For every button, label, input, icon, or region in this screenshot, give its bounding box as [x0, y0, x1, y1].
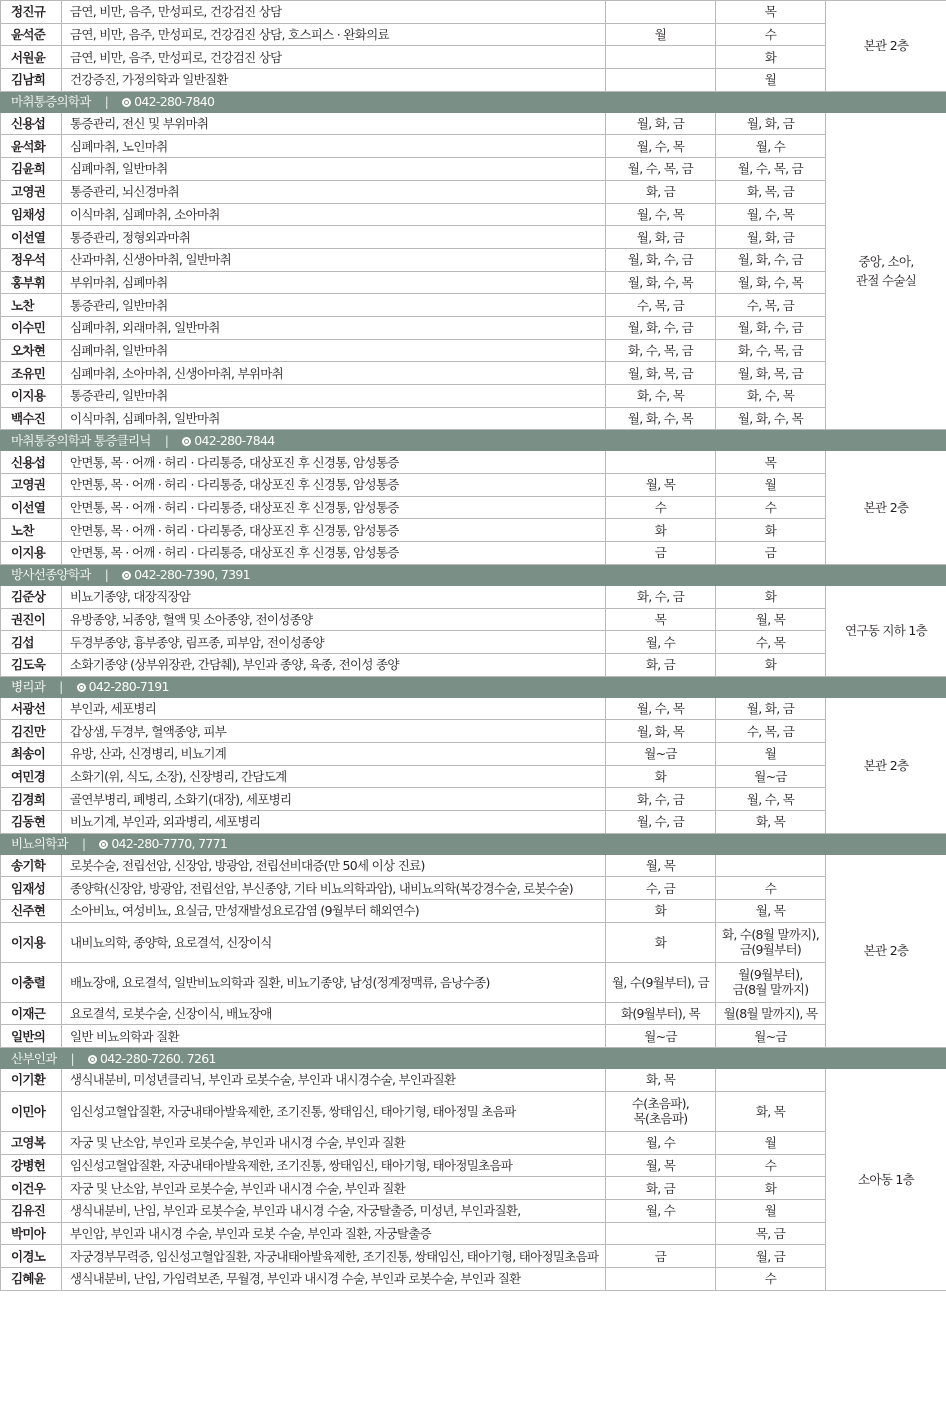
- am-days: 월, 화, 수, 금: [606, 316, 716, 339]
- pm-days: 목, 금: [716, 1222, 826, 1245]
- doctor-name: 김도욱: [1, 653, 62, 676]
- specialty: 심폐마취, 소아마취, 신생아마취, 부위마취: [62, 362, 606, 385]
- am-days: 화, 수, 금: [606, 585, 716, 608]
- section-header: [1, 564, 946, 585]
- doctor-name: 김윤희: [1, 158, 62, 181]
- pm-days: 월, 목: [716, 900, 826, 923]
- am-days: 화, 수, 목: [606, 385, 716, 408]
- am-days: 월, 화, 목, 금: [606, 362, 716, 385]
- am-days: 월, 수, 금: [606, 811, 716, 834]
- am-days: 금: [606, 542, 716, 565]
- table-row: [1, 69, 946, 92]
- doctor-name: 김남희: [1, 69, 62, 92]
- doctor-name: 서광선: [1, 697, 62, 720]
- table-row: [1, 496, 946, 519]
- table-row: [1, 385, 946, 408]
- table-row: [1, 271, 946, 294]
- am-days: 월, 수, 목, 금: [606, 158, 716, 181]
- doctor-name: 김진만: [1, 720, 62, 743]
- pm-days: 월: [716, 1199, 826, 1222]
- specialty: 통증관리, 일반마취: [62, 385, 606, 408]
- table-row: [1, 585, 946, 608]
- table-row: [1, 294, 946, 317]
- separator: |: [104, 94, 109, 110]
- section-header: [1, 676, 946, 697]
- location: 본관 2층: [826, 854, 946, 1047]
- pm-days: 수: [716, 877, 826, 900]
- doctor-name: 임채성: [1, 203, 62, 226]
- doctor-name: 정진규: [1, 1, 62, 24]
- doctor-name: 이지용: [1, 922, 62, 962]
- doctor-name: 서원윤: [1, 46, 62, 69]
- table-row: [1, 1199, 946, 1222]
- specialty: 자궁 및 난소암, 부인과 로봇수술, 부인과 내시경 수술, 부인과 질환: [62, 1131, 606, 1154]
- table-row: [1, 46, 946, 69]
- am-days: 월, 목: [606, 474, 716, 497]
- am-days: 화, 금: [606, 180, 716, 203]
- doctor-name: 이수민: [1, 316, 62, 339]
- specialty: 생식내분비, 미성년클리닉, 부인과 로봇수술, 부인과 내시경수술, 부인과질환: [62, 1069, 606, 1092]
- specialty: 배뇨장애, 요로결석, 일반비뇨의학과 질환, 비뇨기종양, 남성(정계정맥류, 음낭수종): [62, 962, 606, 1002]
- table-row: [1, 922, 946, 962]
- table-row: [1, 23, 946, 46]
- doctor-name: 노찬: [1, 294, 62, 317]
- doctor-name: 최송이: [1, 742, 62, 765]
- specialty: 건강증진, 가정의학과 일반질환: [62, 69, 606, 92]
- section-header-cell: [1, 430, 946, 451]
- doctor-name: 김동현: [1, 811, 62, 834]
- department-name: 비뇨의학과: [11, 836, 68, 852]
- am-days: 금: [606, 1245, 716, 1268]
- phone-number: 042-280-7390, 7391: [134, 567, 250, 583]
- phone-number: 042-280-7191: [88, 679, 169, 695]
- pm-days: 화, 목: [716, 1091, 826, 1131]
- am-days: 목: [606, 608, 716, 631]
- am-days: 월~금: [606, 1025, 716, 1048]
- pm-days: 금: [716, 542, 826, 565]
- specialty: 로봇수술, 전립선암, 신장암, 방광암, 전립선비대증(만 50세 이상 진료): [62, 854, 606, 877]
- specialty: 유방종양, 뇌종양, 혈액 및 소아종양, 전이성종양: [62, 608, 606, 631]
- doctor-name: 이지용: [1, 542, 62, 565]
- phone-icon: [182, 437, 191, 446]
- table-row: [1, 788, 946, 811]
- doctor-name: 김경희: [1, 788, 62, 811]
- pm-days: 화, 수, 목: [716, 385, 826, 408]
- table-row: [1, 811, 946, 834]
- specialty: 금연, 비만, 음주, 만성피로, 건강검진 상담, 호스피스 · 완화의료: [62, 23, 606, 46]
- am-days: [606, 69, 716, 92]
- table-row: [1, 631, 946, 654]
- separator: |: [81, 836, 86, 852]
- table-row: [1, 519, 946, 542]
- pm-days: 수: [716, 1267, 826, 1290]
- am-days: 월, 목: [606, 1154, 716, 1177]
- specialty: 통증관리, 정형외과마취: [62, 226, 606, 249]
- specialty: 심폐마취, 일반마취: [62, 339, 606, 362]
- am-days: 화, 금: [606, 1177, 716, 1200]
- pm-days: 수, 목, 금: [716, 720, 826, 743]
- am-days: 화, 수, 금: [606, 788, 716, 811]
- phone-number: 042-280-7260. 7261: [100, 1050, 216, 1066]
- specialty: 금연, 비만, 음주, 만성피로, 건강검진 상담: [62, 1, 606, 24]
- am-days: 월, 화, 목: [606, 720, 716, 743]
- table-row: [1, 226, 946, 249]
- specialty: 안면통, 목 · 어깨 · 허리 · 다리통증, 대상포진 후 신경통, 암성통증: [62, 496, 606, 519]
- doctor-name: 노찬: [1, 519, 62, 542]
- section-header: [1, 91, 946, 112]
- specialty: 자궁경부무력증, 임신성고혈압질환, 자궁내태아발육제한, 조기진통, 쌍태임신, 태아기형, 태아정밀초음파: [62, 1245, 606, 1268]
- am-days: 수, 금: [606, 877, 716, 900]
- table-row: [1, 339, 946, 362]
- doctor-name: 권진이: [1, 608, 62, 631]
- am-days: 월, 화, 수, 목: [606, 271, 716, 294]
- pm-days: 수: [716, 496, 826, 519]
- pm-days: 월, 목: [716, 608, 826, 631]
- pm-days: 화: [716, 46, 826, 69]
- table-row: [1, 316, 946, 339]
- table-row: [1, 1245, 946, 1268]
- pm-days: 월, 화, 금: [716, 697, 826, 720]
- pm-days: 월, 화, 목, 금: [716, 362, 826, 385]
- doctor-name: 이민아: [1, 1091, 62, 1131]
- pm-days: 월: [716, 474, 826, 497]
- pm-days: 화, 목: [716, 811, 826, 834]
- section-header: [1, 833, 946, 854]
- table-row: [1, 900, 946, 923]
- pm-days: 월, 화, 수, 금: [716, 248, 826, 271]
- doctor-name: 이기환: [1, 1069, 62, 1092]
- table-row: [1, 854, 946, 877]
- doctor-name: 이경노: [1, 1245, 62, 1268]
- specialty: 소화기종양 (상부위장관, 간담췌), 부인과 종양, 육종, 전이성 종양: [62, 653, 606, 676]
- doctor-name: 조유민: [1, 362, 62, 385]
- specialty: 심폐마취, 일반마취: [62, 158, 606, 181]
- location: 소아동 1층: [826, 1069, 946, 1291]
- specialty: 일반 비뇨의학과 질환: [62, 1025, 606, 1048]
- specialty: 자궁 및 난소암, 부인과 로봇수술, 부인과 내시경 수술, 부인과 질환: [62, 1177, 606, 1200]
- doctor-name: 강병헌: [1, 1154, 62, 1177]
- pm-days: [716, 1069, 826, 1092]
- table-row: [1, 158, 946, 181]
- am-days: 화(9월부터), 목: [606, 1002, 716, 1025]
- location: 중앙, 소아, 관절 수술실: [826, 112, 946, 430]
- pm-days: 수, 목, 금: [716, 294, 826, 317]
- specialty: 내비뇨의학, 종양학, 요로결석, 신장이식: [62, 922, 606, 962]
- specialty: 임신성고혈압질환, 자궁내태아발육제한, 조기진통, 쌍태임신, 태아기형, 태아정밀 초음파: [62, 1091, 606, 1131]
- specialty: 유방, 산과, 신경병리, 비뇨기계: [62, 742, 606, 765]
- phone-icon: [77, 683, 86, 692]
- doctor-name: 정우석: [1, 248, 62, 271]
- am-days: 월, 수: [606, 631, 716, 654]
- phone-number: 042-280-7770, 7771: [111, 836, 228, 852]
- pm-days: 월: [716, 1131, 826, 1154]
- phone-number: 042-280-7840: [134, 94, 215, 110]
- pm-days: 월, 화, 금: [716, 112, 826, 135]
- department-name: 산부인과: [11, 1050, 57, 1066]
- table-row: [1, 203, 946, 226]
- specialty: 갑상샘, 두경부, 혈액종양, 피부: [62, 720, 606, 743]
- table-row: [1, 962, 946, 1002]
- pm-days: 화, 수, 목, 금: [716, 339, 826, 362]
- doctor-name: 신용섭: [1, 451, 62, 474]
- section-header: [1, 430, 946, 451]
- doctor-name: 홍부휘: [1, 271, 62, 294]
- specialty: 생식내분비, 난임, 부인과 로봇수술, 부인과 내시경 수술, 자궁탈출증, 미성년, 부인과질환,: [62, 1199, 606, 1222]
- pm-days: 목: [716, 1, 826, 24]
- table-row: [1, 1267, 946, 1290]
- pm-days: 수: [716, 23, 826, 46]
- table-row: [1, 1069, 946, 1092]
- am-days: 월, 수(9월부터), 금: [606, 962, 716, 1002]
- doctor-name: 일반의: [1, 1025, 62, 1048]
- doctor-name: 고영권: [1, 474, 62, 497]
- table-row: [1, 608, 946, 631]
- department-name: 마취통증의학과 통증클리닉: [11, 432, 151, 448]
- pm-days: 수, 목: [716, 631, 826, 654]
- am-days: 화, 수, 목, 금: [606, 339, 716, 362]
- doctor-name: 신주현: [1, 900, 62, 923]
- doctor-name: 윤석화: [1, 135, 62, 158]
- doctor-name: 이재근: [1, 1002, 62, 1025]
- pm-days: 월, 화, 수, 금: [716, 316, 826, 339]
- specialty: 부인과, 세포병리: [62, 697, 606, 720]
- phone-icon: [99, 840, 108, 849]
- specialty: 소아비뇨, 여성비뇨, 요실금, 만성재발성요로감염 (9월부터 해외연수): [62, 900, 606, 923]
- am-days: 수: [606, 496, 716, 519]
- am-days: 화, 목: [606, 1069, 716, 1092]
- am-days: [606, 46, 716, 69]
- phone-icon: [122, 98, 131, 107]
- pm-days: 월: [716, 69, 826, 92]
- doctor-name: 이충렬: [1, 962, 62, 1002]
- pm-days: 월(9월부터), 금(8월 말까지): [716, 962, 826, 1002]
- pm-days: 월, 수: [716, 135, 826, 158]
- department-name: 병리과: [11, 679, 46, 695]
- doctor-name: 고영복: [1, 1131, 62, 1154]
- am-days: 수(초음파), 목(초음파): [606, 1091, 716, 1131]
- pm-days: 화: [716, 585, 826, 608]
- doctor-name: 임재성: [1, 877, 62, 900]
- am-days: 월, 화, 금: [606, 226, 716, 249]
- pm-days: 화: [716, 519, 826, 542]
- specialty: 비뇨기종양, 대장직장암: [62, 585, 606, 608]
- am-days: [606, 1222, 716, 1245]
- specialty: 두경부종양, 흉부종양, 림프종, 피부암, 전이성종양: [62, 631, 606, 654]
- pm-days: 월, 화, 수, 목: [716, 271, 826, 294]
- table-row: [1, 542, 946, 565]
- table-row: [1, 1091, 946, 1131]
- doctor-name: 김유진: [1, 1199, 62, 1222]
- table-row: [1, 1222, 946, 1245]
- doctor-name: 이선열: [1, 496, 62, 519]
- location: 연구동 지하 1층: [826, 585, 946, 676]
- table-row: [1, 451, 946, 474]
- am-days: 화: [606, 765, 716, 788]
- specialty: 통증관리, 일반마취: [62, 294, 606, 317]
- pm-days: 월, 수, 목: [716, 788, 826, 811]
- doctor-name: 이선열: [1, 226, 62, 249]
- pm-days: 월~금: [716, 1025, 826, 1048]
- pm-days: 월: [716, 742, 826, 765]
- am-days: 월: [606, 23, 716, 46]
- am-days: 화, 금: [606, 653, 716, 676]
- pm-days: 수: [716, 1154, 826, 1177]
- specialty: 골연부병리, 폐병리, 소화기(대장), 세포병리: [62, 788, 606, 811]
- am-days: 화: [606, 922, 716, 962]
- location: 본관 2층: [826, 697, 946, 833]
- specialty: 종양학(신장암, 방광암, 전립선암, 부신종양, 기타 비뇨의학과암), 내비뇨의학(복강경수술, 로봇수술): [62, 877, 606, 900]
- specialty: 심폐마취, 노인마취: [62, 135, 606, 158]
- specialty: 부위마취, 심폐마취: [62, 271, 606, 294]
- table-row: [1, 697, 946, 720]
- table-row: [1, 1025, 946, 1048]
- am-days: 월, 화, 금: [606, 112, 716, 135]
- am-days: 월, 화, 수, 금: [606, 248, 716, 271]
- am-days: 월, 수: [606, 1131, 716, 1154]
- section-header-cell: [1, 564, 946, 585]
- table-row: [1, 407, 946, 430]
- table-row: [1, 112, 946, 135]
- doctor-name: 김준상: [1, 585, 62, 608]
- am-days: 수, 목, 금: [606, 294, 716, 317]
- doctor-name: 여민경: [1, 765, 62, 788]
- specialty: 금연, 비만, 음주, 만성피로, 건강검진 상담: [62, 46, 606, 69]
- am-days: 월, 수: [606, 1199, 716, 1222]
- doctor-name: 이건우: [1, 1177, 62, 1200]
- separator: |: [164, 432, 169, 448]
- doctor-name: 이지용: [1, 385, 62, 408]
- specialty: 안면통, 목 · 어깨 · 허리 · 다리통증, 대상포진 후 신경통, 암성통증: [62, 474, 606, 497]
- table-row: [1, 1154, 946, 1177]
- doctor-name: 오차현: [1, 339, 62, 362]
- separator: |: [59, 679, 63, 695]
- am-days: [606, 1, 716, 24]
- pm-days: 월, 화, 금: [716, 226, 826, 249]
- specialty: 안면통, 목 · 어깨 · 허리 · 다리통증, 대상포진 후 신경통, 암성통증: [62, 519, 606, 542]
- table-row: [1, 180, 946, 203]
- specialty: 부인암, 부인과 내시경 수술, 부인과 로봇 수술, 부인과 질환, 자궁탈출증: [62, 1222, 606, 1245]
- table-row: [1, 720, 946, 743]
- specialty: 요로결석, 로봇수술, 신장이식, 배뇨장애: [62, 1002, 606, 1025]
- am-days: 월, 수, 목: [606, 203, 716, 226]
- am-days: [606, 451, 716, 474]
- location: 본관 2층: [826, 451, 946, 564]
- phone-number: 042-280-7844: [194, 432, 275, 448]
- table-row: [1, 1002, 946, 1025]
- pm-days: 화, 수(8월 말까지), 금(9월부터): [716, 922, 826, 962]
- pm-days: 목: [716, 451, 826, 474]
- doctor-name: 박미아: [1, 1222, 62, 1245]
- am-days: 월, 화, 수, 목: [606, 407, 716, 430]
- specialty: 소화기(위, 식도, 소장), 신장병리, 간담도계: [62, 765, 606, 788]
- section-header-cell: [1, 676, 946, 697]
- section-header-cell: [1, 1048, 946, 1069]
- doctor-name: 고영권: [1, 180, 62, 203]
- table-row: [1, 362, 946, 385]
- separator: |: [104, 567, 109, 583]
- phone-icon: [122, 571, 131, 580]
- department-name: 마취통증의학과: [11, 94, 91, 110]
- specialty: 심폐마취, 외래마취, 일반마취: [62, 316, 606, 339]
- doctor-name: 백수진: [1, 407, 62, 430]
- location: 본관 2층: [826, 1, 946, 92]
- am-days: 월, 목: [606, 854, 716, 877]
- phone-icon: [88, 1055, 97, 1064]
- pm-days: 월~금: [716, 765, 826, 788]
- doctor-name: 신용섭: [1, 112, 62, 135]
- table-row: [1, 1131, 946, 1154]
- table-row: [1, 742, 946, 765]
- specialty: 생식내분비, 난임, 가임력보존, 무월경, 부인과 내시경 수술, 부인과 로봇수술, 부인과 질환: [62, 1267, 606, 1290]
- table-row: [1, 1177, 946, 1200]
- doctor-name: 김혜윤: [1, 1267, 62, 1290]
- section-header-cell: [1, 91, 946, 112]
- table-row: [1, 248, 946, 271]
- table-row: [1, 653, 946, 676]
- specialty: 이식마취, 심폐마취, 소아마취: [62, 203, 606, 226]
- table-row: [1, 135, 946, 158]
- specialty: 안면통, 목 · 어깨 · 허리 · 다리통증, 대상포진 후 신경통, 암성통증: [62, 542, 606, 565]
- specialty: 이식마취, 심폐마취, 일반마취: [62, 407, 606, 430]
- section-header: [1, 1048, 946, 1069]
- am-days: 월, 수, 목: [606, 135, 716, 158]
- separator: |: [70, 1050, 75, 1066]
- doctor-name: 김섭: [1, 631, 62, 654]
- pm-days: 월, 화, 수, 목: [716, 407, 826, 430]
- am-days: [606, 1267, 716, 1290]
- specialty: 통증관리, 뇌신경마취: [62, 180, 606, 203]
- doctor-name: 송기학: [1, 854, 62, 877]
- table-row: [1, 877, 946, 900]
- pm-days: [716, 854, 826, 877]
- pm-days: 화: [716, 653, 826, 676]
- section-header-cell: [1, 833, 946, 854]
- am-days: 화: [606, 519, 716, 542]
- specialty: 안면통, 목 · 어깨 · 허리 · 다리통증, 대상포진 후 신경통, 암성통증: [62, 451, 606, 474]
- pm-days: 월, 금: [716, 1245, 826, 1268]
- am-days: 월~금: [606, 742, 716, 765]
- department-name: 방사선종양학과: [11, 567, 91, 583]
- specialty: 산과마취, 신생아마취, 일반마취: [62, 248, 606, 271]
- table-row: [1, 765, 946, 788]
- specialty: 통증관리, 전신 및 부위마취: [62, 112, 606, 135]
- specialty: 임신성고혈압질환, 자궁내태아발육제한, 조기진통, 쌍태임신, 태아기형, 태아정밀초음파: [62, 1154, 606, 1177]
- pm-days: 화: [716, 1177, 826, 1200]
- pm-days: 월, 수, 목: [716, 203, 826, 226]
- am-days: 월, 수, 목: [606, 697, 716, 720]
- specialty: 비뇨기계, 부인과, 외과병리, 세포병리: [62, 811, 606, 834]
- doctor-name: 윤석준: [1, 23, 62, 46]
- pm-days: 화, 목, 금: [716, 180, 826, 203]
- pm-days: 월(8월 말까지), 목: [716, 1002, 826, 1025]
- am-days: 화: [606, 900, 716, 923]
- table-row: [1, 1, 946, 24]
- pm-days: 월, 수, 목, 금: [716, 158, 826, 181]
- table-row: [1, 474, 946, 497]
